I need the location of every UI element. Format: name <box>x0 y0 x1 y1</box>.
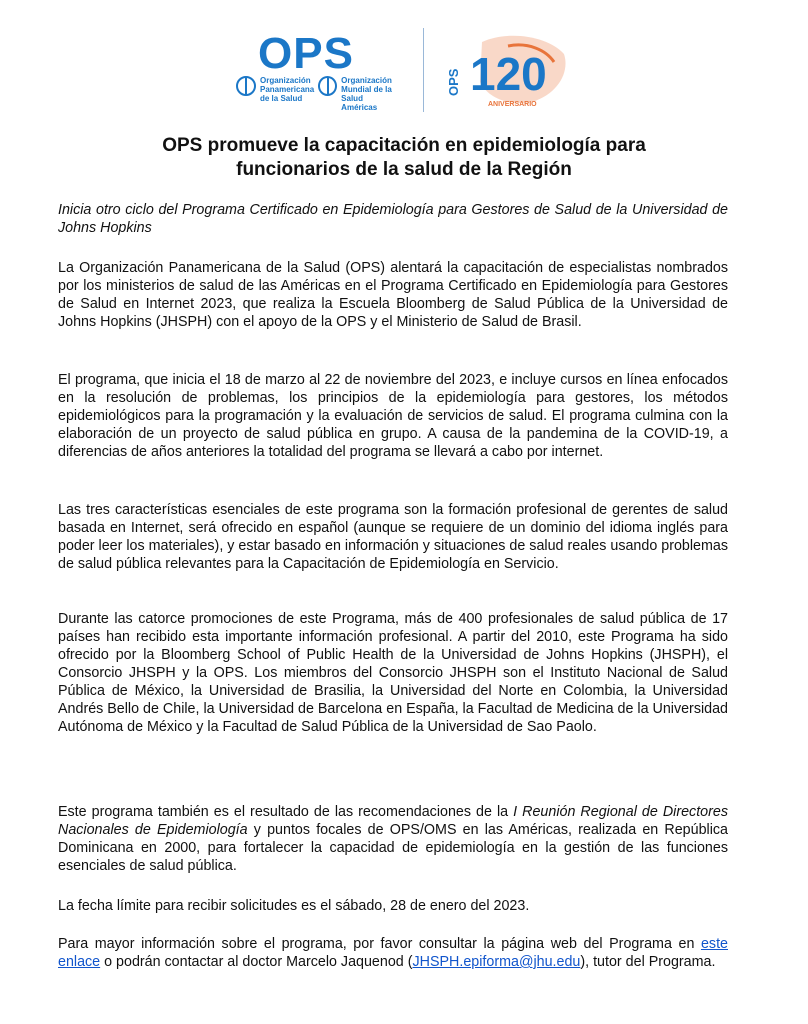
program-link[interactable]: este enlace <box>58 936 728 970</box>
ops-logo-wordmark: OPS <box>258 29 354 78</box>
paragraph-2: El programa, que inicia el 18 de marzo al 22 de noviembre del 2023, e incluye cursos en línea enfocados en la resolución de problemas, los principios de la epidemiología para gestores, los métodos epidemiológicos para la programación y la evaluación de servicios de salud. El programa culmina con la elaboración de un proyecto de salud pública en grupo. A causa de la pandemina de la COVID-19, a diferencias de años anteriores la totalidad del programa se llevará a cabo por internet. <box>58 372 728 460</box>
anniversary-number: 120 <box>470 48 547 100</box>
meeting-name: I Reunión Regional de Directores Nacionales de Epidemiología <box>58 804 728 838</box>
who-emblem: Organización Mundial de la Salud Américas <box>318 76 412 112</box>
page-title: OPS promueve la capacitación en epidemiología para funcionarios de la salud de la Región <box>162 135 646 180</box>
globe-icon <box>236 76 256 96</box>
subtitle: Inicia otro ciclo del Programa Certificado en Epidemiología para Gestores de Salud de la Universidad de Johns Hopkins <box>58 202 728 236</box>
anniversary-120-logo <box>448 32 572 112</box>
paragraph-3: Las tres características esenciales de este programa son la formación profesional de gerentes de salud basada en Internet, será ofrecido en español (aunque se requiere de un dominio del idioma inglés para poder leer los materiales), y estar basado en información y situaciones de salud reales usando problemas de salud pública relevantes para la Capacitación de Epidemiología en Servicio. <box>58 502 728 572</box>
logo-divider <box>423 28 424 112</box>
anniversary-label: ANIVERSARIO <box>488 101 537 108</box>
paragraph-4: Durante las catorce promociones de este Programa, más de 400 profesionales de salud pública de 17 países han recibido esta importante información profesional. A partir del 2010, este Programa ha sido ofrecido por la Bloomberg School of Public Health de la Universidad de Johns Hopkins (JHSPH), el Consorcio JHSPH y la OPS. Los miembros del Consorcio JHSPH son el Instituto Nacional de Salud Pública de México, la Universidad de Brasilia, la Universidad del Norte en Colombia, la Universidad Andrés Bello de Chile, la Universidad de Barcelona en España, la Facultad de Medicina de la Universidad Autónoma de México y la Facultad de Salud Pública de la Universidad de Sao Paolo. <box>58 611 728 735</box>
paragraph-7: Para mayor información sobre el programa, por favor consultar la página web del Programa en este enlace o podrán contactar al doctor Marcelo Jaquenod (JHSPH.epiforma@jhu.edu), tutor del Programa. <box>58 936 728 970</box>
anniversary-prefix: OPS <box>446 68 461 96</box>
letterhead <box>0 28 808 114</box>
paragraph-5: Este programa también es el resultado de las recomendaciones de la I Reunión Regional de Directores Nacionales de Epidemiología y puntos focales de OPS/OMS en las Américas, realizada en República Dominicana en 2000, para fortalecer la capacidad de epidemiología en la gestión de las funciones esenciales de salud pública. <box>58 804 728 874</box>
paragraph-6: La fecha límite para recibir solicitudes es el sábado, 28 de enero del 2023. <box>58 898 530 914</box>
paho-emblem: Organización Panamericana de la Salud <box>236 76 314 103</box>
ops-logo <box>236 30 412 114</box>
paragraph-1: La Organización Panamericana de la Salud (OPS) alentará la capacitación de especialistas nombrados por los ministerios de salud de las Américas en el Programa Certificado en Epidemiología para Gestores de Salud en Internet 2023, que realiza la Escuela Bloomberg de Salud Pública de la Universidad de Johns Hopkins (JHSPH) con el apoyo de la OPS y el Ministerio de Salud de Brasil. <box>58 260 728 330</box>
globe-icon <box>318 76 337 96</box>
email-link[interactable]: JHSPH.epiforma@jhu.edu <box>412 954 581 970</box>
